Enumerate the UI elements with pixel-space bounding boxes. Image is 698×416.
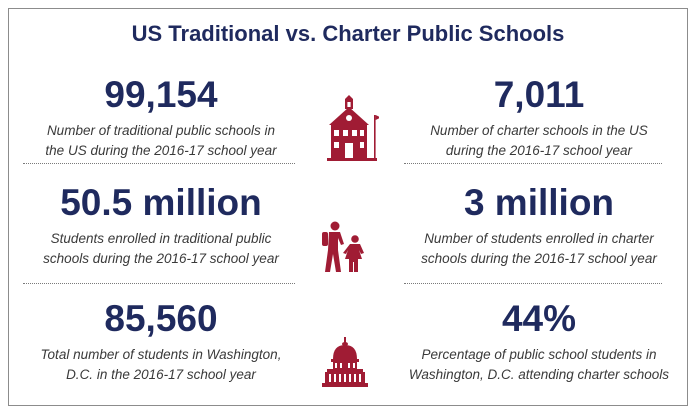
stat-description-line: D.C. in the 2016-17 school year — [66, 367, 256, 382]
stat-description-line: schools during the 2016-17 school year — [421, 251, 657, 266]
infographic-frame — [8, 8, 688, 406]
stat-value: 85,560 — [104, 298, 218, 339]
stat-value: 99,154 — [104, 74, 218, 115]
stat-description-line: Washington, D.C. attending charter schools — [408, 367, 670, 382]
stat-traditional-students — [21, 183, 301, 269]
stat-traditional-schools — [21, 75, 301, 161]
stat-description-line: Total number of students in Washington, — [40, 347, 282, 362]
capitol-icon — [321, 337, 369, 387]
stat-charter-schools — [394, 75, 684, 161]
stat-description-line: during the 2016-17 school year — [445, 143, 633, 158]
stat-value: 3 million — [463, 182, 615, 223]
stat-charter-students — [394, 183, 684, 269]
schoolhouse-icon — [319, 95, 379, 161]
stat-value: 50.5 million — [60, 182, 262, 223]
stat-description — [394, 229, 684, 269]
stat-description — [21, 229, 301, 269]
students-icon — [321, 221, 369, 273]
infographic-title: US Traditional vs. Charter Public Schools — [131, 21, 565, 46]
stat-description-line: Percentage of public school students in — [421, 347, 657, 362]
stat-description — [394, 121, 684, 161]
divider — [404, 283, 662, 284]
stat-description-line: Number of traditional public schools in — [46, 123, 276, 138]
stat-value: 7,011 — [493, 74, 585, 115]
stat-dc-students — [21, 299, 301, 385]
stat-description-line: Students enrolled in traditional public — [50, 231, 272, 246]
stat-value: 44% — [501, 298, 577, 339]
divider — [23, 283, 295, 284]
stat-description — [21, 345, 301, 385]
stat-description-line: Number of charter schools in the US — [430, 123, 648, 138]
stat-description-line: the US during the 2016-17 school year — [45, 143, 277, 158]
stat-description-line: schools during the 2016-17 school year — [43, 251, 279, 266]
stat-description-line: Number of students enrolled in charter — [424, 231, 654, 246]
divider — [23, 163, 295, 164]
stat-description — [394, 345, 684, 385]
divider — [404, 163, 662, 164]
stat-dc-charter-percentage — [394, 299, 684, 385]
stat-description — [21, 121, 301, 161]
